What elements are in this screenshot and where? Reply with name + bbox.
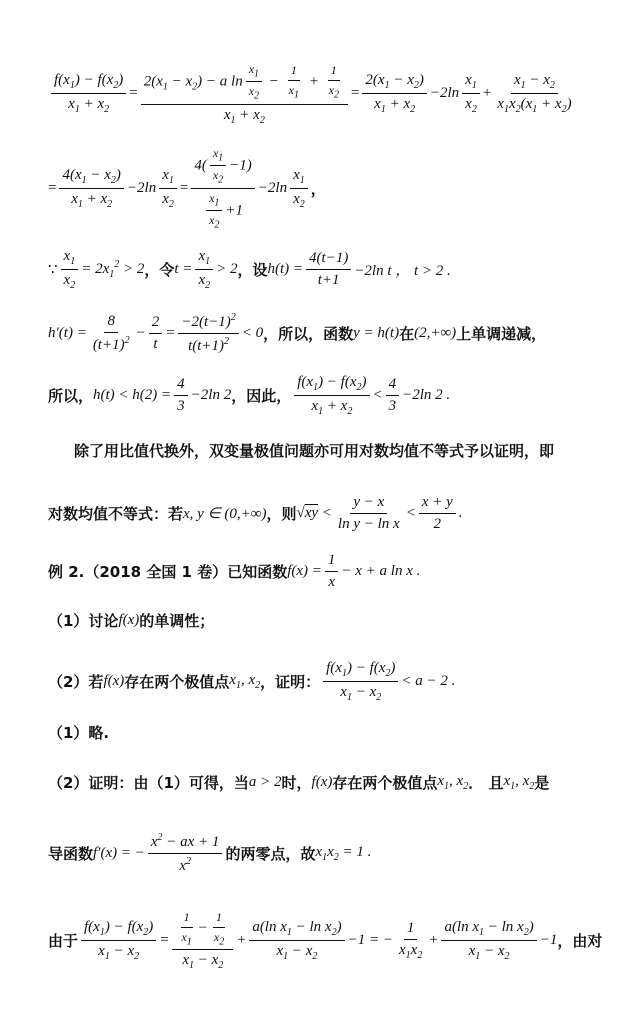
example-title: 例 2.（2018 全国 1 卷）已知函数 f(x) = $\frac{1}{x}$ − x + a ln x . — [48, 552, 421, 590]
equation-line-1: $\frac{f(x_1) - f(x_2)}{x_1 + x_2}$ = $2(x_1 - x_2) - a$ ln $\frac{x_1}{x_2}$ − $\frac{1}{x_1}$ + $\frac{1}{x_2}$ $x_1 + x_2$ = $\frac{2(x_1 - x_2)}{x_1 + x_2}$ −2ln $\frac{x_1}{x_2}$ + $\frac{x_1 - x_2}{x_1x_2(x_1 + x_2)}$ — [48, 62, 612, 126]
paragraph-2: 对数均值不等式：若 x, y ∈ (0,+∞) ，则 √xy < $\frac{y - x}{\text{ln y − ln x}}$ < $\frac{x + y}{2}$ . — [48, 494, 463, 532]
equation-line-2: = $\frac{4(x_1 - x_2)}{x_1 + x_2}$ −2ln $\frac{x_1}{x_2}$ = 4( $\frac{x_1}{x_2}$ −1) $\frac{x_1}{x_2}$ +1 −2ln $\frac{x_1}{x_2}$ ， — [48, 146, 326, 231]
answer-4: 由于 $\frac{f(x_1) - f(x_2)}{x_1 - x_2}$ = $\frac{1}{x_1}$ − $\frac{1}{x_2}$ $x_1 - x_2$ + $\frac{a(\ln x_1 - \ln x_2)}{x_1 - x_2}$ −1 = − $\frac{1}{x_1x_2}$ + $\frac{a(\ln x_1 - \ln x_2)}{x_1 - x_2}$ −1 ，由对 — [48, 910, 603, 972]
fraction-tail: $\frac{x_1 - x_2}{x_1x_2(x_1 + x_2)}$ — [497, 72, 572, 116]
answer-2: （2）证明：由（1）可得，当 a > 2 时， f(x) 存在两个极值点 $x_1$, $x_2$ ． 且 $x_1$, $x_2$ 是 — [48, 773, 550, 792]
fraction-ratio: $\frac{x_1}{x_2}$ — [462, 72, 480, 115]
equation-line-5: 所以， h(t) < h(2) = $\frac{4}{3}$ −2ln 2 ，因此， $\frac{f(x_1) - f(x_2)}{x_1 + x_2}$ < $\frac{4}{3}$ −2ln 2 . — [48, 374, 451, 417]
equation-line-4: h′(t) = $\frac{8}{(t+1)^2}$ − $\frac{2}{t}$ = $\frac{-2(t-1)^2}{t(t+1)^2}$ < 0 ，所以，函数 y = h(t) 在 (2,+∞) 上单调递减， — [48, 312, 547, 354]
fraction-rhs: $\frac{2(x_1 - x_2)}{x_1 + x_2}$ — [362, 72, 426, 115]
paragraph-1: 除了用比值代换外，双变量极值问题亦可用对数均值不等式予以证明，即 — [74, 442, 555, 460]
question-1: （1）讨论 f(x) 的单调性； — [48, 612, 215, 630]
fraction-b: 4( $\frac{x_1}{x_2}$ −1) $\frac{x_1}{x_2}$ +1 — [191, 146, 254, 231]
fraction-lhs: $\frac{f(x_1) - f(x_2)}{x_1 + x_2}$ — [51, 72, 126, 115]
answer-3: 导函数 f′(x) = − $\frac{x^2 - ax + 1}{x^2}$ 的两零点，故 $x_1x_2 = 1$ . — [48, 832, 372, 874]
fraction-a: $\frac{4(x_1 - x_2)}{x_1 + x_2}$ — [59, 167, 123, 210]
question-2: （2）若 f(x) 存在两个极值点 $x_1$, $x_2$ ，证明： $\frac{f(x_1) - f(x_2)}{x_1 - x_2}$ < a − 2 . — [48, 660, 456, 703]
equation-line-3: ∵ $\frac{x_1}{x_2}$ = $2x_1^2 > 2$ ，令 t = $\frac{x_1}{x_2}$ > 2 ，设 h(t) = $\frac{4(t-1)}{t+1}$ −2ln t ， t > 2 . — [48, 248, 451, 291]
fraction-mid: $2(x_1 - x_2) - a$ ln $\frac{x_1}{x_2}$ − $\frac{1}{x_1}$ + $\frac{1}{x_2}$ $x_1 + x_2$ — [141, 62, 348, 126]
answer-1: （1）略. — [48, 724, 110, 742]
